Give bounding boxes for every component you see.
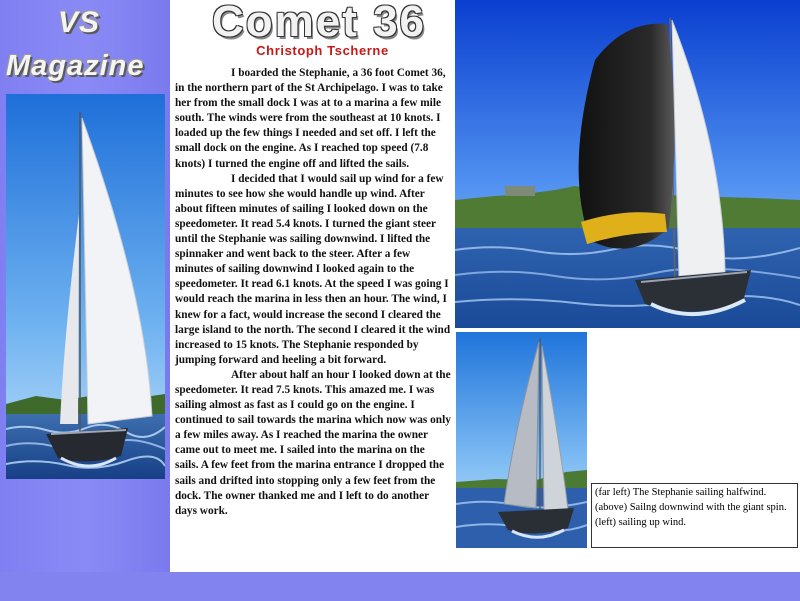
photo-upwind xyxy=(456,332,587,548)
magazine-logo xyxy=(0,4,170,90)
photo-captions xyxy=(591,483,798,548)
caption-left: (left) sailing up wind. xyxy=(595,517,686,528)
logo-magazine-text: Magazine xyxy=(6,50,145,82)
bottom-band xyxy=(0,572,800,601)
article-body xyxy=(175,66,451,519)
paragraph: I decided that I would sail up wind for a few minutes to see how she would handle up wind. After about fifteen minutes of sailing I looked down on the speedometer. It read 5.4 knots. I turned the giant steer until the Stephanie was sailing downwind. I lifted the spinnaker and went back to the steer. After a few minutes of sailing downwind I looked again to the speedometer. It read 6.1 knots. At the speed I was going I would reach the marina in less then an hour. The wind, I knew for a fact, would increase the second I cleared the large island to the north. The second I cleared it the wind increased to 15 knots. The Stephanie responded by jumping forward and heeling a bit forward. xyxy=(175,172,451,366)
photo-downwind-spinnaker xyxy=(455,0,800,328)
caption-far-left: (far left) The Stephanie sailing halfwind. xyxy=(595,487,767,498)
article-title: Comet 36 xyxy=(211,0,427,46)
paragraph: After about half an hour I looked down at the speedometer. It read 7.5 knots. This amazed me. I was sailing almost as fast as I could go on the engine. I continued to sail towards the marina which now was only a few miles away. As I reached the marina the owner came out to meet me. I sailed into the marina on the sails. A few feet from the marina entrance I dropped the sails and drifted into stopping only a few feet from the dock. The owner thanked me and I left to do another days work. xyxy=(175,368,451,517)
photo-halfwind xyxy=(6,94,165,479)
paragraph: I boarded the Stephanie, a 36 foot Comet 36, in the northern part of the St Archipelago. I was to take her from the small dock I was at to a marina a few mile south. The winds were from the southeast at 10 knots. I loaded up the few things I needed and set off. I left the small dock on the engine. As I reached top speed (7.8 knots) I turned the engine off and lifted the sails. xyxy=(175,67,446,170)
caption-above: (above) Sailng downwind with the giant spin. xyxy=(595,502,787,513)
logo-vs-text: VS xyxy=(58,6,101,39)
article-author: Christoph Tscherne xyxy=(256,43,389,58)
